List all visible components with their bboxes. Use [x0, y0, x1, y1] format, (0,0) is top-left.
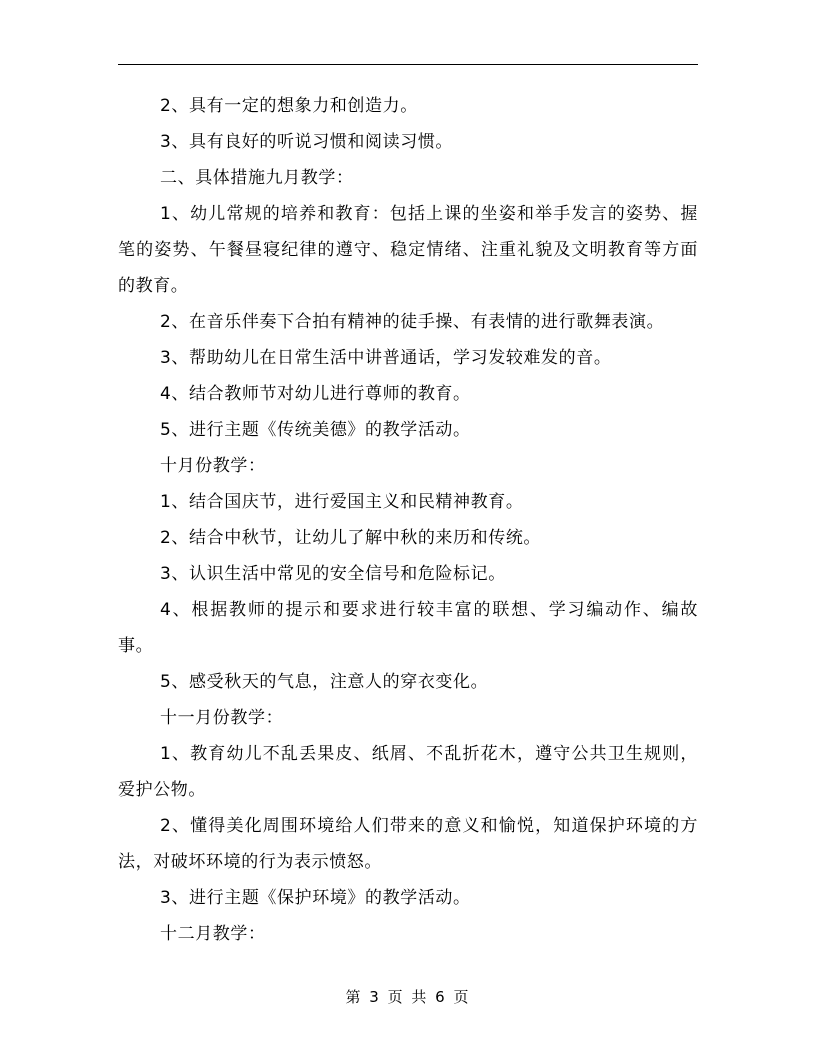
paragraph: 1、教育幼儿不乱丢果皮、纸屑、不乱折花木，遵守公共卫生规则，爱护公物。 — [118, 744, 698, 800]
month-heading: 十一月份教学： — [160, 708, 284, 728]
paragraph: 3、进行主题《保护环境》的教学活动。 — [160, 888, 471, 908]
document-body — [118, 88, 698, 952]
paragraph: 2、具有一定的想象力和创造力。 — [160, 96, 418, 116]
paragraph: 4、结合教师节对幼儿进行尊师的教育。 — [160, 384, 471, 404]
paragraph: 2、在音乐伴奏下合拍有精神的徒手操、有表情的进行歌舞表演。 — [160, 312, 665, 332]
month-heading: 十二月教学： — [160, 924, 266, 944]
paragraph: 1、幼儿常规的培养和教育：包括上课的坐姿和举手发言的姿势、握笔的姿势、午餐昼寝纪律的遵守、稳定情绪、注重礼貌及文明教育等方面的教育。 — [118, 204, 698, 296]
paragraph: 1、结合国庆节，进行爱国主义和民精神教育。 — [160, 492, 524, 512]
header-rule — [118, 64, 698, 65]
paragraph: 5、进行主题《传统美德》的教学活动。 — [160, 420, 471, 440]
paragraph: 3、具有良好的听说习惯和阅读习惯。 — [160, 132, 454, 152]
paragraph: 3、帮助幼儿在日常生活中讲普通话，学习发较难发的音。 — [160, 348, 612, 368]
paragraph: 2、结合中秋节，让幼儿了解中秋的来历和传统。 — [160, 528, 542, 548]
paragraph: 5、感受秋天的气息，注意人的穿衣变化。 — [160, 672, 489, 692]
paragraph: 2、懂得美化周围环境给人们带来的意义和愉悦，知道保护环境的方法，对破坏环境的行为表示愤怒。 — [118, 816, 698, 872]
month-heading: 十月份教学： — [160, 456, 266, 476]
paragraph: 3、认识生活中常见的安全信号和危险标记。 — [160, 564, 506, 584]
page-number-footer: 第 3 页 共 6 页 — [345, 988, 471, 1006]
section-heading: 二、具体措施九月教学： — [160, 168, 354, 188]
paragraph: 4、根据教师的提示和要求进行较丰富的联想、学习编动作、编故事。 — [118, 600, 698, 656]
